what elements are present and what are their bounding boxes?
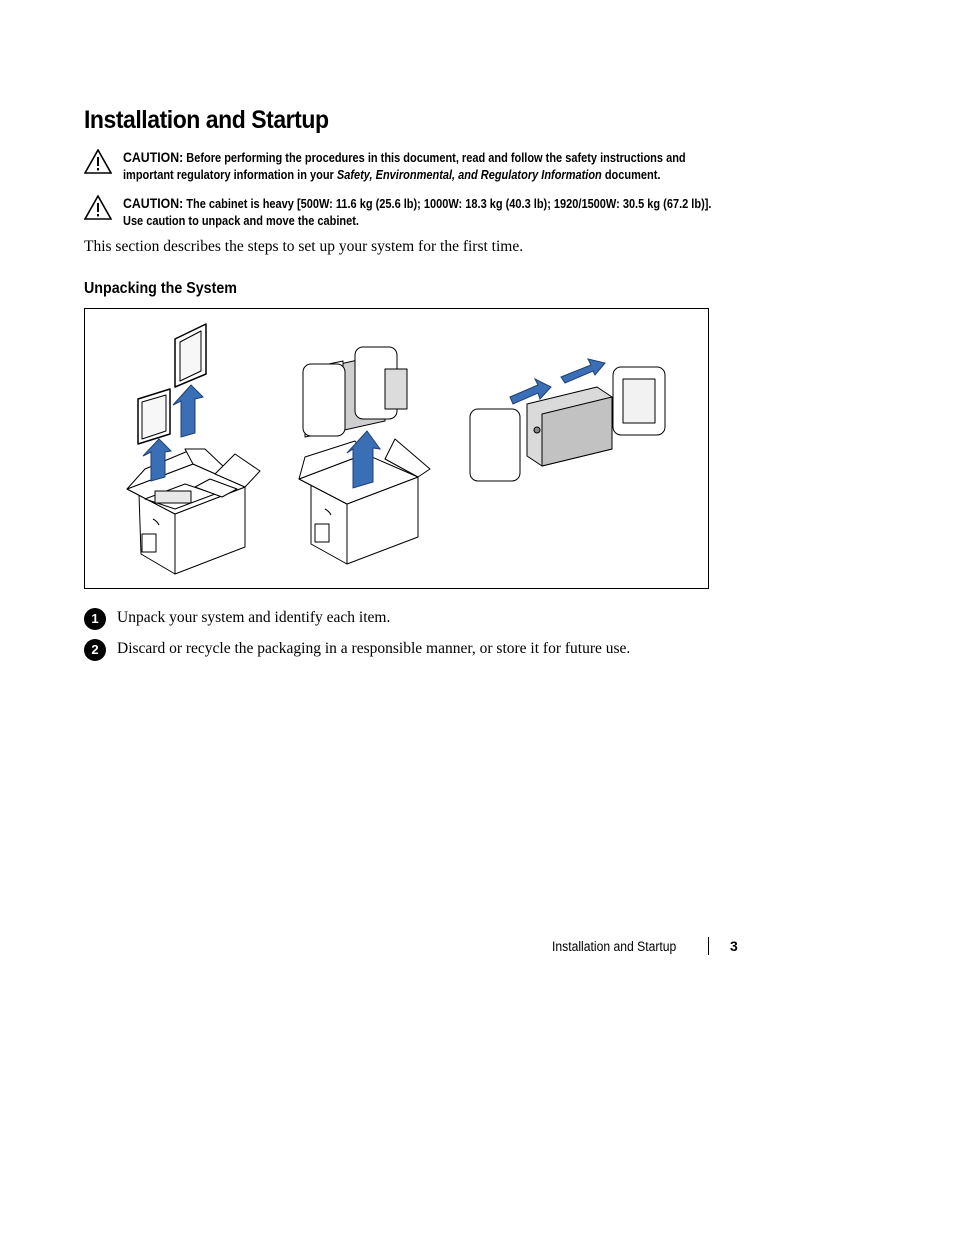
open-box-illustration	[127, 449, 260, 574]
warning-triangle-icon	[84, 149, 112, 175]
warning-triangle-icon	[84, 195, 112, 221]
section-heading: Unpacking the System	[84, 280, 237, 297]
page-title: Installation and Startup	[84, 106, 329, 134]
step-text: Unpack your system and identify each item.	[117, 609, 391, 626]
caution-label: CAUTION:	[123, 195, 184, 211]
cabinet-with-packaging-illustration	[303, 347, 407, 437]
footer-separator	[708, 937, 709, 955]
footer-section-title: Installation and Startup	[552, 939, 677, 954]
caution-text: CAUTION: Before performing the procedures in this document, read and follow the safety instructions and important regulatory information in your Safety, Environmental, and Regulatory Information document.	[123, 149, 686, 182]
step-number-badge: 1	[84, 608, 106, 630]
step-text: Discard or recycle the packaging in a responsible manner, or store it for future use.	[117, 640, 631, 657]
intro-paragraph: This section describes the steps to set up your system for the first time.	[84, 238, 524, 255]
unpacking-illustration	[84, 308, 709, 589]
unpacking-diagram	[85, 309, 708, 588]
document-reference: Safety, Environmental, and Regulatory Information	[336, 168, 602, 182]
front-panel-illustration	[138, 324, 206, 444]
caution-label: CAUTION:	[123, 149, 184, 165]
caution-text: CAUTION: The cabinet is heavy [500W: 11.6 kg (25.6 lb); 1000W: 18.3 kg (40.3 lb); 1920/1500W: 30.5 kg (67.2 lb)]. Use caution to unpack and move the cabinet.	[123, 195, 712, 228]
cabinet-illustration	[470, 367, 665, 481]
page-number: 3	[730, 938, 738, 954]
step-number-badge: 2	[84, 639, 106, 661]
